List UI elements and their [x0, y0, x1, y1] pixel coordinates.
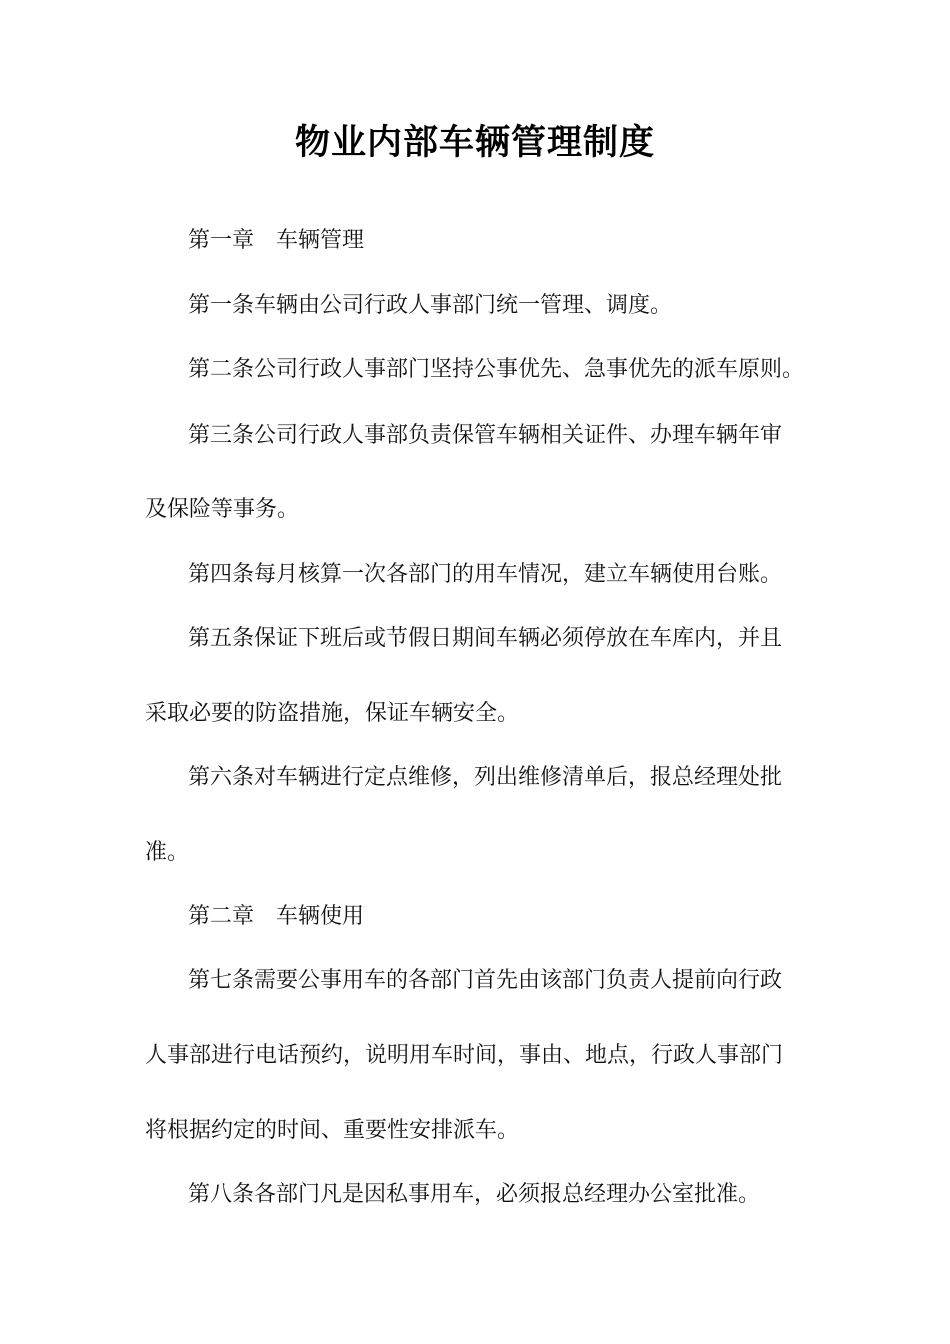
article-7-line-1: 第七条需要公事用车的各部门首先由该部门负责人提前向行政	[188, 968, 783, 993]
article-8: 第八条各部门凡是因私事用车，必须报总经理办公室批准。	[188, 1182, 761, 1207]
article-4: 第四条每月核算一次各部门的用车情况，建立车辆使用台账。	[188, 562, 783, 587]
chapter-2-name: 车辆使用	[276, 904, 365, 929]
chapter-2-number: 第二章	[188, 904, 255, 929]
article-5-line-1: 第五条保证下班后或节假日期间车辆必须停放在车库内，并且	[188, 626, 783, 651]
article-7-line-3: 将根据约定的时间、重要性安排派车。	[145, 1118, 520, 1143]
article-3-line-2: 及保险等事务。	[145, 497, 300, 522]
article-6-line-1: 第六条对车辆进行定点维修，列出维修清单后，报总经理处批	[188, 765, 783, 790]
article-2: 第二条公司行政人事部门坚持公事优先、急事优先的派车原则。	[188, 357, 805, 382]
article-3-line-1: 第三条公司行政人事部负责保管车辆相关证件、办理车辆年审	[188, 423, 783, 448]
document-title: 物业内部车辆管理制度	[294, 123, 655, 163]
article-7-line-2: 人事部进行电话预约，说明用车时间，事由、地点，行政人事部门	[145, 1043, 784, 1068]
article-5-line-2: 采取必要的防盗措施，保证车辆安全。	[145, 701, 520, 726]
chapter-1-number: 第一章	[188, 228, 255, 253]
article-1: 第一条车辆由公司行政人事部门统一管理、调度。	[188, 293, 673, 318]
chapter-1-heading	[188, 226, 858, 256]
chapter-1-name: 车辆管理	[276, 228, 365, 253]
chapter-2-heading	[188, 902, 858, 932]
article-6-line-2: 准。	[145, 840, 190, 865]
